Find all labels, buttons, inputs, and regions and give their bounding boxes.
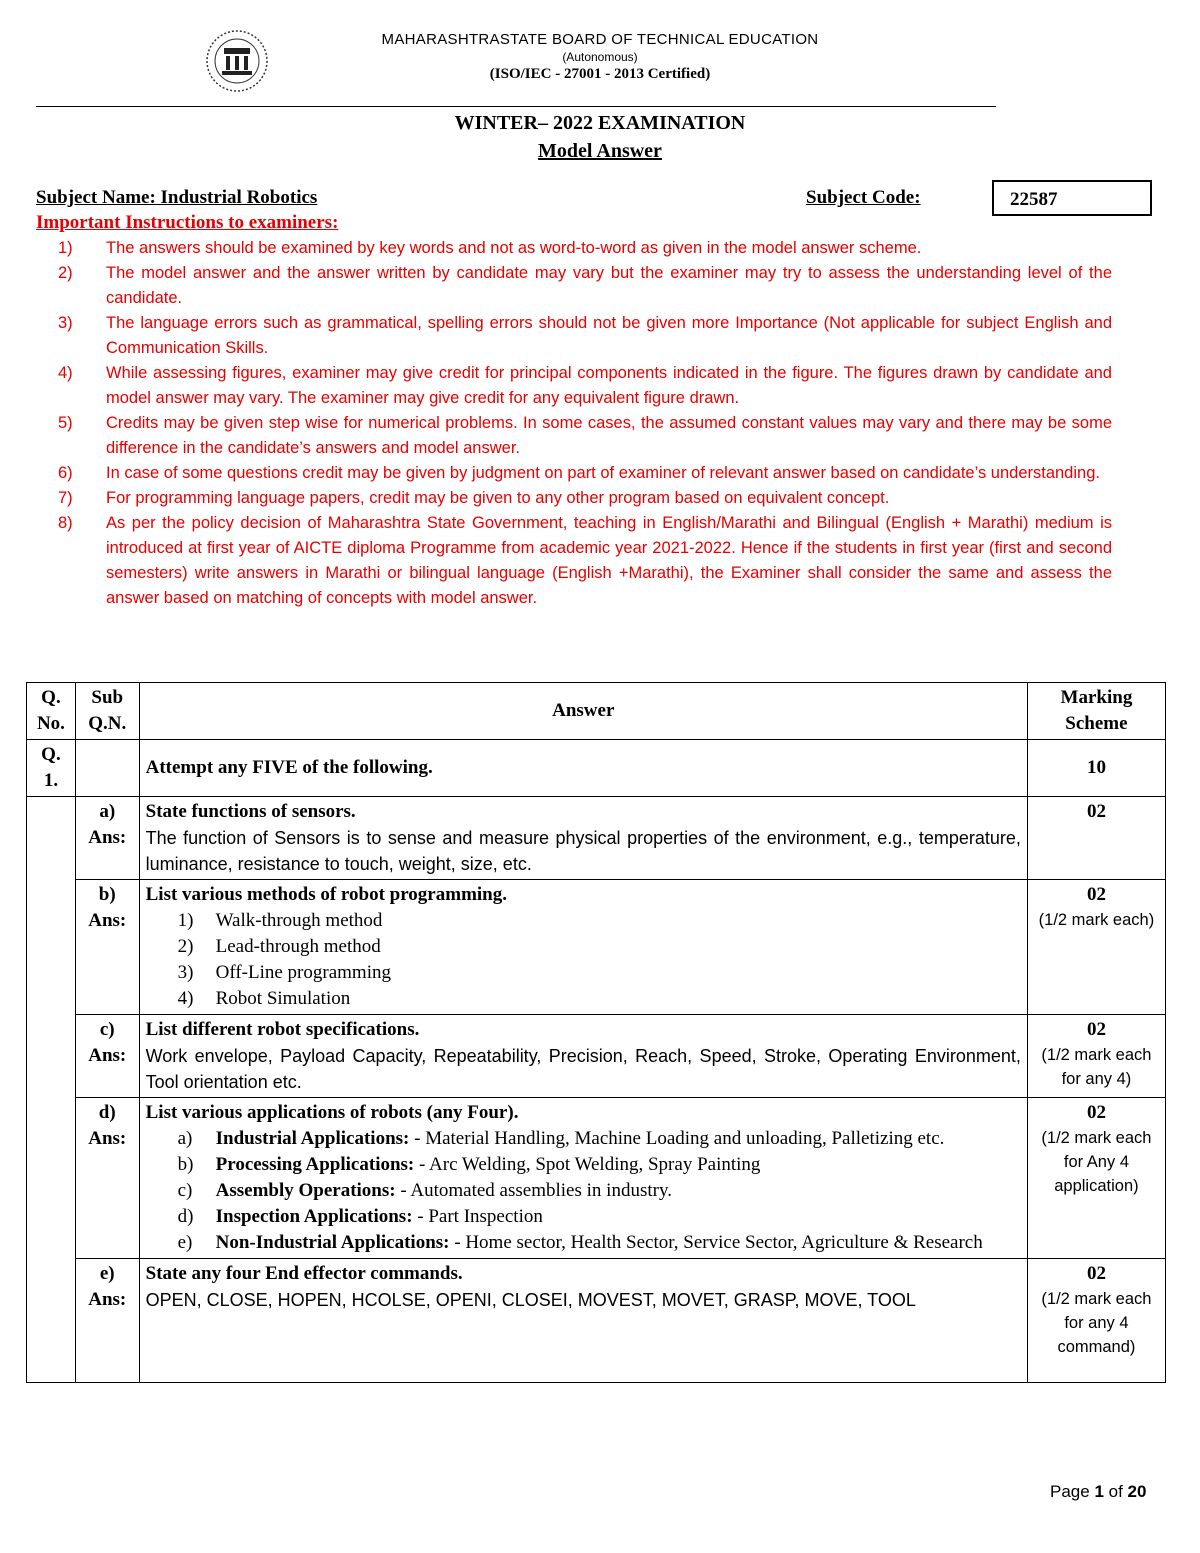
ans-label: Ans: [88,1045,127,1066]
board-name: MAHARASHTRASTATE BOARD OF TECHNICAL EDUCATION [381,31,819,48]
answer-text: The function of Sensors is to sense and measure physical properties of the environment, e.g., temperature, luminance, resistance to touch, weight, size, etc. [145,828,1021,874]
question-text: State functions of sensors. [145,801,356,822]
header-sub-qn: Sub Q.N. [75,683,139,740]
instruction-text: The model answer and the answer written by candidate may vary but the examiner may try to assess the understanding level of the candidate. [106,264,1112,307]
subject-code-label: Subject Code: [806,187,921,208]
marks-note: (1/2 mark each for any 4 command) [1041,1290,1152,1356]
instruction-number: 3) [58,314,73,332]
document-header [200,28,1000,98]
list-item [146,934,1021,960]
list-heading: Non-Industrial Applications: [215,1232,450,1253]
marks-value: 02 [1086,801,1106,822]
answer-cell [139,1098,1027,1259]
exam-title: WINTER– 2022 EXAMINATION [454,112,746,134]
instruction-number: 8) [58,514,73,532]
ans-label: Ans: [88,1289,127,1310]
table-row [27,740,1166,797]
sub-question-cell [75,1015,139,1098]
msbte-logo-icon [204,28,270,94]
question-text: List various applications of robots (any Four). [145,1102,519,1123]
instruction-number: 5) [58,414,73,432]
header-text [280,28,920,83]
page-of: of [1103,1482,1128,1501]
header-divider [36,106,996,107]
page-prefix: Page [1050,1482,1095,1501]
list-letter: a) [177,1128,193,1149]
sub-question-cell [75,1259,139,1383]
page-current: 1 [1094,1482,1104,1501]
table-row [27,880,1166,1015]
list-letter: e) [177,1232,193,1253]
instructions-list [58,236,1112,611]
list-item [146,1230,1021,1256]
marks-note: (1/2 mark each for any 4) [1041,1046,1152,1088]
sub-q-empty [75,740,139,797]
list-text: - Part Inspection [412,1206,543,1227]
marks-value: 02 [1086,1263,1106,1284]
header-q-no: Q. No. [27,683,76,740]
subject-code-box [992,180,1152,216]
table-row [27,1015,1166,1098]
sub-question-label: c) [99,1019,115,1040]
question-text: List different robot specifications. [145,1019,420,1040]
header-marking-scheme: Marking Scheme [1027,683,1165,740]
instruction-text: In case of some questions credit may be given by judgment on part of examiner of relevant answer based on candidate’s understanding. [106,464,1100,482]
answer-table [26,682,1166,1383]
ans-label: Ans: [88,827,127,848]
instruction-text: For programming language papers, credit may be given to any other program based on equivalent concept. [106,489,890,507]
list-item [146,1152,1021,1178]
ans-label: Ans: [88,1128,127,1149]
answer-cell [139,1015,1027,1098]
header-answer: Answer [139,683,1027,740]
subject-code-value: 22587 [1010,189,1058,210]
instruction-number: 6) [58,464,73,482]
instruction-number: 1) [58,239,73,257]
instruction-item [58,511,1112,611]
ans-label: Ans: [88,910,127,931]
marks-cell [1027,880,1165,1015]
instruction-item [58,311,1112,361]
list-heading: Industrial Applications: [215,1128,410,1149]
list-text: - Arc Welding, Spot Welding, Spray Painting [414,1154,761,1175]
sub-question-label: a) [99,801,116,822]
instruction-item [58,411,1112,461]
autonomous-label: (Autonomous) [562,50,638,64]
marks-cell [1027,1015,1165,1098]
instruction-text: The answers should be examined by key words and not as word-to-word as given in the model answer scheme. [106,239,922,257]
iso-certification: (ISO/IEC - 27001 - 2013 Certified) [489,66,711,82]
list-letter: c) [177,1180,193,1201]
answer-cell [139,797,1027,880]
list-number: 2) [177,936,194,957]
list-number: 1) [177,910,194,931]
instruction-number: 4) [58,364,73,382]
list-text: - Home sector, Health Sector, Service Sector, Agriculture & Research [449,1232,983,1253]
marks-cell [1027,797,1165,880]
question-text: List various methods of robot programming. [145,884,507,905]
list-item [146,908,1021,934]
sub-question-cell [75,797,139,880]
question-group-marks: 10 [1027,740,1165,797]
instruction-item [58,486,1112,511]
sub-question-label: e) [99,1263,115,1284]
list-number: 4) [177,988,194,1009]
model-answer-title: Model Answer [538,140,662,162]
instruction-item [58,261,1112,311]
marks-cell [1027,1259,1165,1383]
list-item [146,1204,1021,1230]
instruction-text: As per the policy decision of Maharashtra State Government, teaching in English/Marathi and Bilingual (English + Marathi) medium is introduced at first year of AICTE diploma Programme from academic year 2021-2022. Hence if the students in first year (first and second semesters) write answers in Marathi or bilingual language (English +Marathi), the Examiner shall consider the same and assess the answer based on matching of concepts with model answer. [106,514,1112,607]
list-item [146,1126,1021,1152]
list-letter: b) [177,1154,194,1175]
instruction-text: Credits may be given step wise for numerical problems. In some cases, the assumed constant values may vary and there may be some difference in the candidate’s answers and model answer. [106,414,1112,457]
marks-value: 02 [1086,884,1106,905]
sub-question-label: b) [98,884,116,905]
question-text: State any four End effector commands. [145,1263,463,1284]
sub-question-cell [75,1098,139,1259]
answer-text: Work envelope, Payload Capacity, Repeatability, Precision, Reach, Speed, Stroke, Operating Environment, Tool orientation etc. [145,1046,1021,1092]
list-text: Off-Line programming [215,962,391,983]
table-row [27,797,1166,880]
marks-note: (1/2 mark each for Any 4 application) [1041,1129,1152,1195]
table-row [27,1098,1166,1259]
answer-cell [139,880,1027,1015]
list-letter: d) [177,1206,194,1227]
instruction-item [58,236,1112,261]
list-text: Walk-through method [215,910,383,931]
marks-value: 02 [1086,1102,1106,1123]
instruction-number: 2) [58,264,73,282]
marks-cell [1027,1098,1165,1259]
marks-note: (1/2 mark each) [1038,911,1155,929]
sub-question-cell [75,880,139,1015]
instruction-text: The language errors such as grammatical, spelling errors should not be given more Importance (Not applicable for subject English and Communication Skills. [106,314,1112,357]
list-item [146,986,1021,1012]
list-number: 3) [177,962,194,983]
answer-cell [139,1259,1027,1383]
table-header-row [27,683,1166,740]
instruction-number: 7) [58,489,73,507]
q-number: Q. 1. [27,740,76,797]
marks-value: 02 [1086,1019,1106,1040]
list-heading: Assembly Operations: [215,1180,396,1201]
list-heading: Processing Applications: [215,1154,415,1175]
answer-text: OPEN, CLOSE, HOPEN, HCOLSE, OPENI, CLOSEI, MOVEST, MOVET, GRASP, MOVE, TOOL [145,1290,916,1310]
page-number [1050,1482,1146,1502]
instruction-text: While assessing figures, examiner may give credit for principal components indicated in the figure. The figures drawn by candidate and model answer may vary. The examiner may give credit for any equivalent figure drawn. [106,364,1112,407]
answer-list [146,908,1021,1012]
subject-name: Subject Name: Industrial Robotics [36,187,318,208]
list-heading: Inspection Applications: [215,1206,413,1227]
list-text: - Automated assemblies in industry. [395,1180,672,1201]
list-text: Lead-through method [215,936,381,957]
q-number-empty [27,797,76,1383]
list-text: - Material Handling, Machine Loading and unloading, Palletizing etc. [409,1128,945,1149]
instructions-title: Important Instructions to examiners: [36,212,339,233]
table-row [27,1259,1166,1383]
sub-question-label: d) [98,1102,116,1123]
answer-list [146,1126,1021,1256]
list-text: Robot Simulation [215,988,351,1009]
page-total: 20 [1127,1482,1147,1501]
instruction-item [58,461,1112,486]
question-group-title: Attempt any FIVE of the following. [139,740,1027,797]
instruction-item [58,361,1112,411]
list-item [146,960,1021,986]
list-item [146,1178,1021,1204]
